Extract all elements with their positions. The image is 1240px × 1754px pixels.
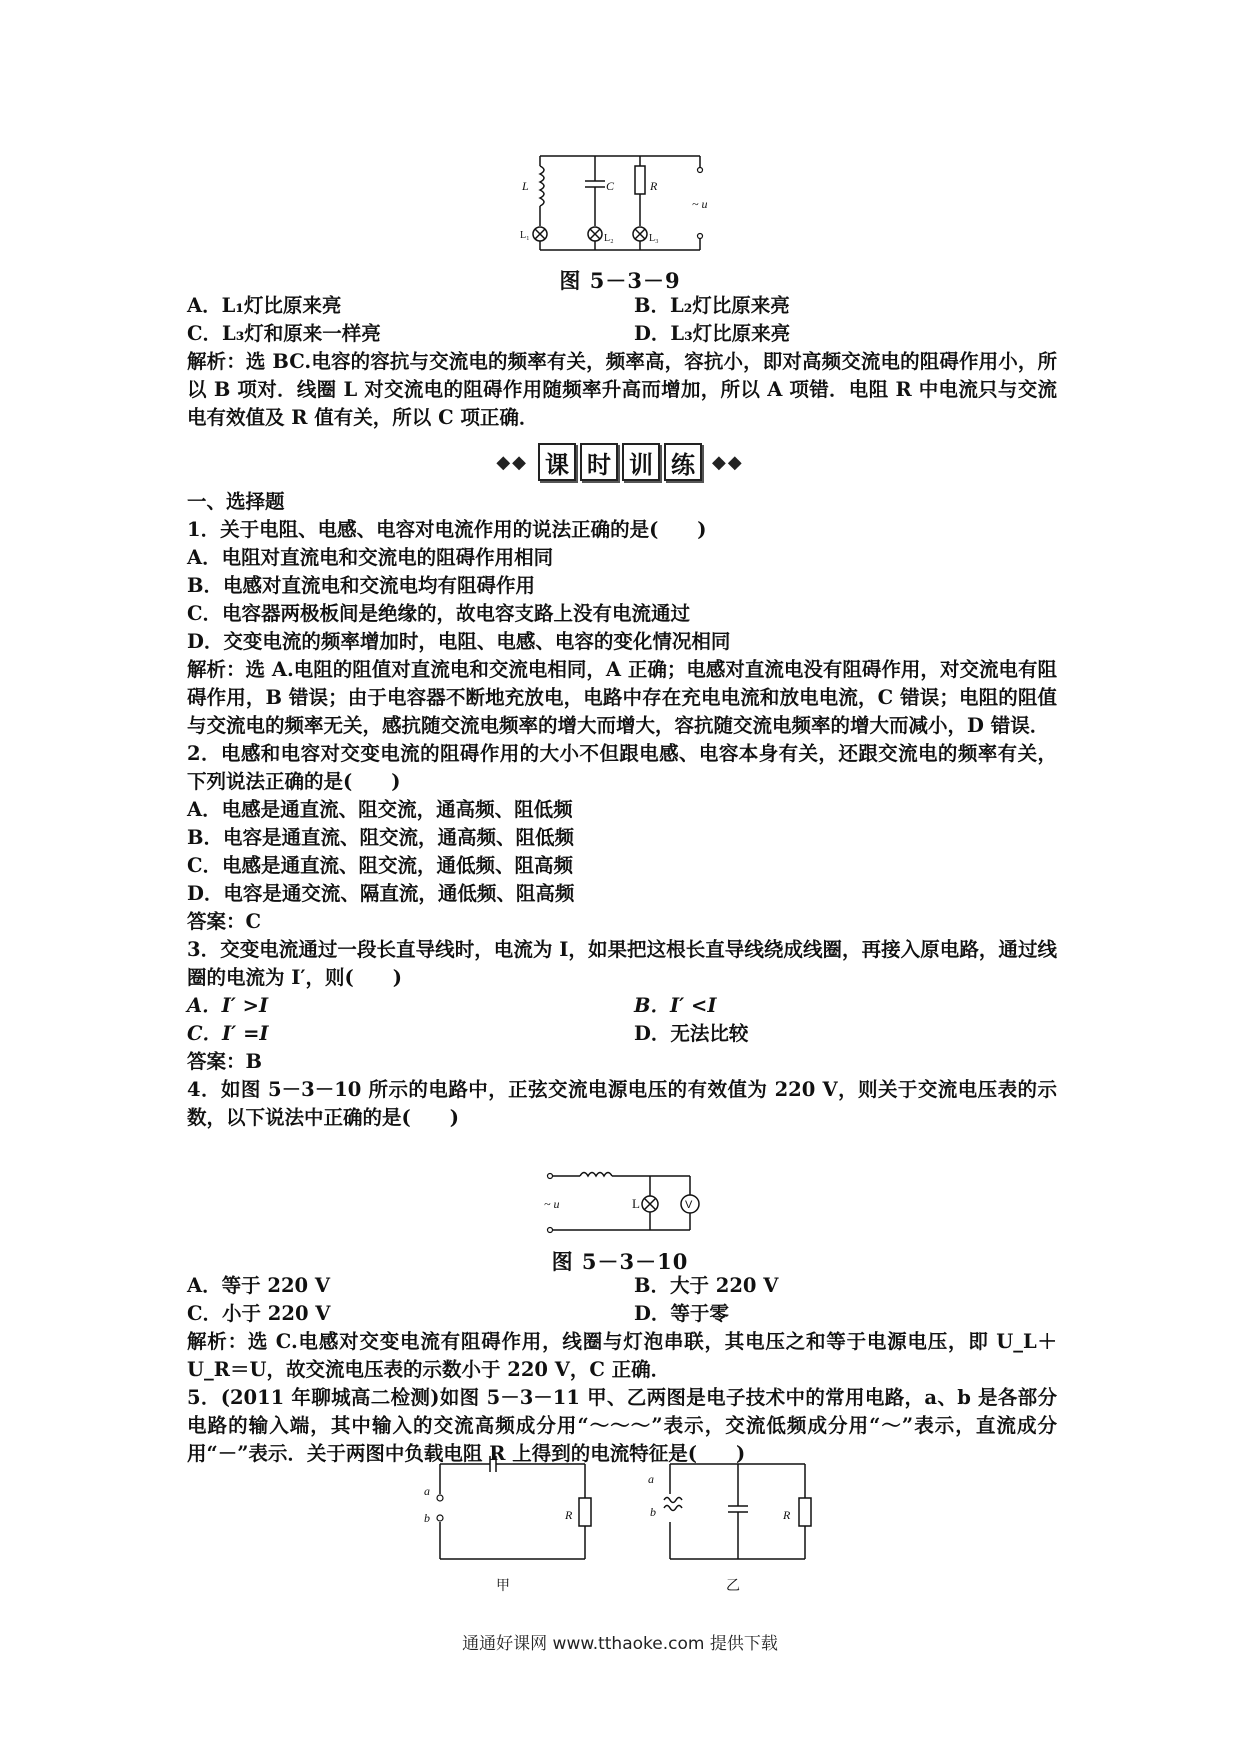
analysis-text: 解析：选 BC.电容的容抗与交流电的频率有关，频率高，容抗小，即对高频交流电的阻碍作用小，所以 B 项对．线圈 L 对交流电的阻碍作用随频率升高而增加，所以 A 项错．电阻 R 中电流只与交流电有效值及 R 值有关，所以 C 项正确． [187, 350, 1057, 429]
q2-option-A: A．电感是通直流、阻交流，通高频、阻低频 [187, 798, 573, 821]
q4-option-B: B．大于 220 V [634, 1274, 779, 1297]
label-R: R [783, 1508, 791, 1522]
q4-option-C: C．小于 220 V [187, 1302, 331, 1325]
section-banner [0, 440, 1240, 484]
q2-option-C: C．电感是通直流、阻交流，通低频、阻高频 [187, 854, 574, 877]
option-C: C．L₃灯和原来一样亮 [187, 322, 381, 345]
banner-left-decoration: ◆◆ [496, 451, 528, 473]
q2-answer: 答案：C [187, 910, 262, 933]
voltmeter-label: V [685, 1199, 693, 1211]
label-C: C [606, 179, 615, 193]
q3-option-C: C．I′ =I [187, 1022, 269, 1045]
label-a: a [648, 1472, 654, 1486]
option-A: A．L₁灯比原来亮 [187, 294, 342, 317]
q4-option-D: D．等于零 [634, 1302, 729, 1325]
label-R: R [650, 179, 658, 193]
q3-option-A: A．I′ >I [187, 994, 269, 1017]
q3-option-D: D．无法比较 [634, 1022, 749, 1045]
option-D: D．L₃灯比原来亮 [634, 322, 791, 345]
figure-label-yi: 乙 [726, 1578, 740, 1594]
label-b: b [424, 1511, 430, 1525]
q3-option-B: B．I′ <I [634, 994, 717, 1017]
questions-block [187, 488, 1057, 1132]
label-L: L [522, 179, 529, 193]
banner-char: 训 [622, 443, 660, 481]
q1-option-B: B．电感对直流电和交流电均有阻碍作用 [187, 574, 535, 597]
questions-block-2 [187, 1272, 1057, 1468]
section-title: 一、选择题 [187, 490, 285, 513]
banner-right-decoration: ◆◆ [712, 451, 744, 473]
label-u: ~ u [692, 197, 708, 211]
banner-char: 练 [664, 443, 702, 481]
q1-option-A: A．电阻对直流电和交流电的阻碍作用相同 [187, 546, 554, 569]
q3-stem: 3．交变电流通过一段长直导线时，电流为 I，如果把这根长直导线绕成线圈，再接入原电路，通过线圈的电流为 I′，则( ) [187, 938, 1057, 989]
banner-title [538, 443, 702, 481]
label-u: ~ u [544, 1197, 560, 1211]
label-L2: L₂ [604, 233, 614, 244]
q5-stem: 5．(2011 年聊城高二检测)如图 5－3－11 甲、乙两图是电子技术中的常用电路，a、b 是各部分电路的输入端，其中输入的交流高频成分用“～～～”表示，交流低频成分用“～”表示，直流成分用“－”表示．关于两图中负载电阻 R 上得到的电流特征是( ) [187, 1386, 1057, 1465]
label-L1: L₁ [520, 230, 530, 241]
label-b: b [650, 1505, 656, 1519]
label-L3: L₃ [649, 233, 659, 244]
q1-option-D: D．交变电流的频率增加时，电阻、电感、电容的变化情况相同 [187, 630, 731, 653]
page-footer: 通通好课网 www.tthaoke.com 提供下载 [462, 1634, 778, 1654]
option-B: B．L₂灯比原来亮 [634, 294, 790, 317]
q2-stem: 2．电感和电容对交变电流的阻碍作用的大小不但跟电感、电容本身有关，还跟交流电的频率有关，下列说法正确的是( ) [187, 742, 1057, 793]
q2-option-D: D．电容是通交流、隔直流，通低频、阻高频 [187, 882, 575, 905]
q1-stem: 1．关于电阻、电感、电容对电流作用的说法正确的是( ) [187, 518, 707, 541]
prev-question-block [187, 292, 1057, 432]
q3-answer: 答案：B [187, 1050, 262, 1073]
figure-caption-5-3-10: 图 5－3－10 [551, 1249, 689, 1274]
circuit-figure-jia [410, 1456, 600, 1596]
figure-label-jia: 甲 [496, 1578, 510, 1594]
label-a: a [424, 1484, 430, 1498]
label-L: L [632, 1196, 640, 1211]
circuit-figure-5-3-9 [520, 148, 730, 258]
circuit-figure-5-3-10 [540, 1166, 710, 1238]
label-R: R [565, 1508, 573, 1522]
circuit-figure-yi [630, 1456, 820, 1596]
q1-option-C: C．电容器两极板间是绝缘的，故电容支路上没有电流通过 [187, 602, 691, 625]
banner-char: 课 [538, 443, 576, 481]
q2-option-B: B．电容是通直流、阻交流，通高频、阻低频 [187, 826, 574, 849]
q4-analysis: 解析：选 C.电感对交变电流有阻碍作用，线圈与灯泡串联，其电压之和等于电源电压，即 U_L＋U_R＝U，故交流电压表的示数小于 220 V，C 正确． [187, 1330, 1057, 1381]
q4-option-A: A．等于 220 V [187, 1274, 331, 1297]
q4-stem: 4．如图 5－3－10 所示的电路中，正弦交流电源电压的有效值为 220 V，则关于交流电压表的示数，以下说法中正确的是( ) [187, 1078, 1057, 1129]
banner-char: 时 [580, 443, 618, 481]
figure-caption-5-3-9: 图 5－3－9 [559, 268, 681, 293]
q1-analysis: 解析：选 A.电阻的阻值对直流电和交流电相同，A 正确；电感对直流电没有阻碍作用，对交流电有阻碍作用，B 错误；由于电容器不断地充放电，电路中存在充电电流和放电电流，C 错误；电阻的阻值与交流电的频率无关，感抗随交流电频率的增大而增大，容抗随交流电频率的增大而减小，D 错误． [187, 658, 1057, 737]
